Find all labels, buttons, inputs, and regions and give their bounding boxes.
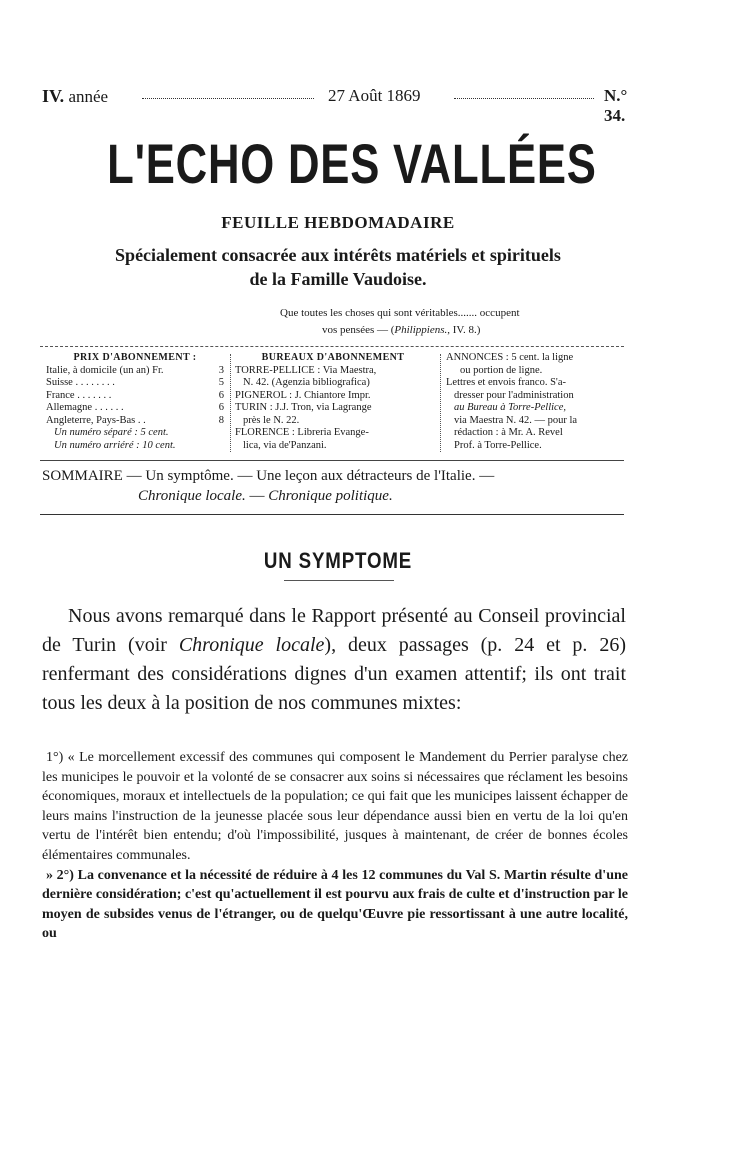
subscription-offices <box>235 352 431 452</box>
lead-paragraph <box>42 602 626 718</box>
year-label <box>42 86 108 107</box>
annonce-line: ou portion de ligne. <box>460 364 543 376</box>
contents-item: Chronique locale. <box>138 488 246 504</box>
tagline-line: de la Famille Vaudoise. <box>249 269 427 289</box>
offices-heading: BUREAUX D'ABONNEMENT <box>261 352 405 363</box>
single-issue-price: Un numéro séparé : 5 cent. <box>54 427 169 438</box>
office-line: N. 42. (Agenzia bibliografica) <box>243 377 370 388</box>
newspaper-subtitle: FEUILLE HEBDOMADAIRE <box>221 213 455 232</box>
lead-reference: Chronique locale <box>178 634 325 656</box>
office-line: PIGNEROL : J. Chiantore Impr. <box>235 389 371 401</box>
column-divider <box>440 354 441 452</box>
contents-separator: — <box>245 488 269 504</box>
lead-text: Nous avons remarqué dans le Rapport présenté au Conseil provincial de Turin (voir <box>42 605 626 656</box>
info-box <box>40 352 624 456</box>
price-label: Italie, à domicile (un an) Fr. <box>46 364 164 376</box>
divider <box>40 514 624 515</box>
price-value: 3 <box>218 364 224 376</box>
contents-item: Chronique politique. <box>268 488 393 504</box>
year-number: IV. <box>42 86 65 106</box>
issue-line <box>42 86 634 125</box>
contents-line <box>42 466 634 486</box>
leader-dots <box>454 98 594 99</box>
column-divider <box>230 354 231 452</box>
epigraph-source: Philippiens. <box>394 324 448 336</box>
annonce-line: dresser pour l'administration <box>454 389 574 401</box>
annonce-line: via Maestra N. 42. — pour la <box>454 414 578 426</box>
divider <box>40 460 624 461</box>
price-label: Suisse . . . . . . . . <box>46 377 115 388</box>
price-row <box>46 390 224 403</box>
epigraph-line <box>280 322 620 339</box>
annonce-line: rédaction : à Mr. A. Revel <box>454 427 563 438</box>
price-label: France . . . . . . . <box>46 389 112 401</box>
back-issue-price: Un numéro arriéré : 10 cent. <box>54 439 176 451</box>
contents-label: SOMMAIRE <box>42 468 123 484</box>
contents-line <box>42 486 634 506</box>
article-lead <box>42 602 626 718</box>
announcements-info <box>446 352 626 452</box>
year-word: année <box>68 87 109 106</box>
newspaper-title: L'ECHO DES VALLÉES <box>107 132 597 195</box>
article-body <box>42 748 628 944</box>
annonce-line: au Bureau à Torre-Pellice, <box>454 402 566 413</box>
price-label: Angleterre, Pays-Bas . . <box>46 414 146 426</box>
lead-text: ), deux passages (p. 24 et p. 26) renfermant des considérations dignes d'un examen attentif; ils ont trait tous les deux à la position de nos communes mixtes: <box>42 634 626 714</box>
article-title: UN SYMPTOME <box>263 548 413 573</box>
issue-number: N.° 34. <box>604 86 628 125</box>
office-line: lica, via de'Panzani. <box>243 439 327 451</box>
price-value: 5 <box>218 377 224 388</box>
leader-dots <box>142 98 314 99</box>
price-row <box>46 415 224 428</box>
issue-date: 27 Août 1869 <box>328 86 421 105</box>
price-value: 6 <box>218 402 224 413</box>
price-value: 8 <box>218 414 224 426</box>
tagline-line: Spécialement consacrée aux intérêts matériels et spirituels <box>115 245 561 265</box>
price-row <box>46 365 224 378</box>
epigraph-line: Que toutes les choses qui sont véritables....... occupent <box>280 307 520 319</box>
divider <box>40 346 624 347</box>
price-label: Allemagne . . . . . . <box>46 402 124 413</box>
price-value: 6 <box>218 389 224 401</box>
subscription-heading: PRIX D'ABONNEMENT : <box>73 352 197 363</box>
annonce-line: ANNONCES : 5 cent. la ligne <box>446 352 574 363</box>
epigraph-text: , IV. 8.) <box>447 324 481 336</box>
newspaper-tagline <box>42 243 634 291</box>
body-paragraph: 1°) « Le morcellement excessif des communes qui composent le Mandement du Perrier paralyse chez les municipes le pouvoir et la volonté de se consacrer aux soins si nécessaires que réclament les besoins économiques, moraux et intellectuels de la population; ce qui fait que les municipes laissent échapper de leurs mains l'instruction de la jeunesse placée sous leur dépendance aussi bien en vertu de la loi qu'en vertu de l'intérêt bien entendu; d'où l'impossibilité, jusques à maintenant, de créer de bonnes écoles élémentaires communales. <box>42 750 628 863</box>
table-of-contents <box>42 466 634 506</box>
office-line: FLORENCE : Libreria Evange- <box>235 427 369 438</box>
price-row <box>46 377 224 390</box>
epigraph-text: vos pensées — ( <box>322 324 395 336</box>
contents-items: — Un symptôme. — Une leçon aux détracteurs de l'Italie. — <box>126 468 495 484</box>
annonce-line: Prof. à Torre-Pellice. <box>454 439 542 451</box>
subscription-prices <box>46 352 224 452</box>
office-line: TORRE-PELLICE : Via Maestra, <box>235 364 377 376</box>
office-line: près le N. 22. <box>243 414 300 426</box>
epigraph <box>280 305 620 339</box>
annonce-line: Lettres et envois franco. S'a- <box>446 377 566 388</box>
office-line: TURIN : J.J. Tron, via Lagrange <box>235 402 372 413</box>
title-ornament <box>284 580 394 581</box>
price-row <box>46 402 224 415</box>
body-paragraph: » 2°) La convenance et la nécessité de réduire à 4 les 12 communes du Val S. Martin résulte d'une dernière considération; c'est qu'actuellement il est pourvu aux frais de culte et d'instruction par le moyen de subsides venus de l'étranger, ou de quelqu'Œuvre pie ressortissant à une autre localité, ou <box>42 867 628 942</box>
